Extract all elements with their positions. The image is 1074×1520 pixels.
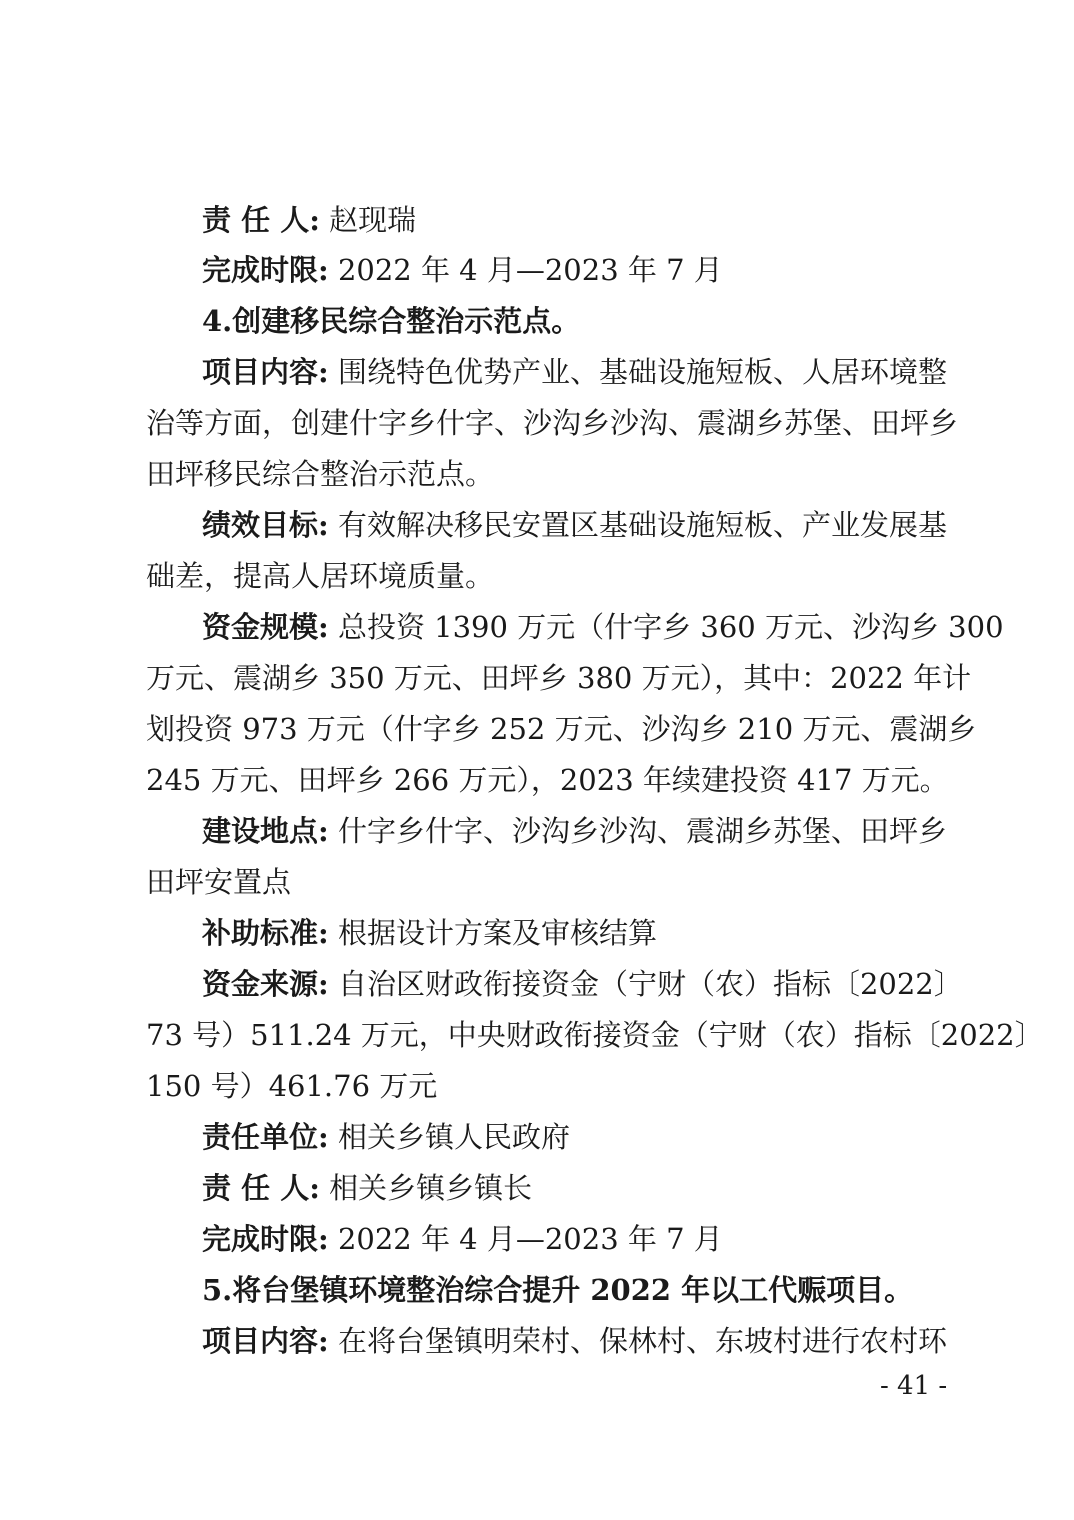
item4-content-line-1 [202, 352, 947, 392]
item5-content-label: 项目内容: [202, 1324, 329, 1358]
item4-person-label: 责 任 人: [202, 1171, 320, 1205]
item4-target-line-2: 础差，提高人居环境质量。 [146, 559, 495, 593]
item4-deadline-row [202, 1219, 723, 1259]
page-number: - 41 - [880, 1371, 948, 1401]
item4-location-line-1 [202, 811, 947, 851]
item4-funding-line-3: 划投资 973 万元（什字乡 252 万元、沙沟乡 210 万元、震湖乡 [146, 712, 977, 746]
item4-heading: 4.创建移民综合整治示范点。 [202, 304, 581, 338]
item4-target-line-1 [202, 505, 947, 545]
item4-funding-line-4: 245 万元、田坪乡 266 万元），2023 年续建投资 417 万元。 [146, 763, 949, 797]
deadline-label: 完成时限: [202, 253, 329, 287]
item5-heading: 5.将台堡镇环境整治综合提升 2022 年以工代赈项目。 [202, 1273, 914, 1307]
item4-funding-text: 总投资 1390 万元（什字乡 360 万元、沙沟乡 300 [337, 610, 1004, 644]
item4-deadline-text: 2022 年 4 月—2023 年 7 月 [337, 1222, 723, 1256]
item4-source-line-2: 73 号）511.24 万元，中央财政衔接资金（宁财（农）指标〔2022〕 [146, 1018, 1044, 1052]
item4-subsidy-row [202, 913, 657, 953]
item4-funding-line-1 [202, 607, 1004, 647]
item4-content-line-2: 治等方面，创建什字乡什字、沙沟乡沙沟、震湖乡苏堡、田坪乡 [146, 406, 959, 440]
item4-content-label: 项目内容: [202, 355, 329, 389]
item4-deadline-label: 完成时限: [202, 1222, 329, 1256]
item4-person-text: 相关乡镇乡镇长 [329, 1171, 533, 1205]
item4-source-text: 自治区财政衔接资金（宁财（农）指标〔2022〕 [337, 967, 963, 1001]
item4-content-text: 围绕特色优势产业、基础设施短板、人居环境整 [337, 355, 947, 389]
item4-subsidy-text: 根据设计方案及审核结算 [337, 916, 657, 950]
responsible-person-row [202, 200, 416, 240]
item4-subsidy-label: 补助标准: [202, 916, 329, 950]
item4-unit-text: 相关乡镇人民政府 [337, 1120, 570, 1154]
item4-funding-line-2: 万元、震湖乡 350 万元、田坪乡 380 万元），其中：2022 年计 [146, 661, 972, 695]
item4-location-line-2: 田坪安置点 [146, 865, 292, 899]
item5-content-line-1 [202, 1321, 947, 1361]
deadline-value: 2022 年 4 月—2023 年 7 月 [337, 253, 723, 287]
item4-funding-label: 资金规模: [202, 610, 329, 644]
item4-source-line-3: 150 号）461.76 万元 [146, 1069, 438, 1103]
item4-content-line-3: 田坪移民综合整治示范点。 [146, 457, 495, 491]
item4-person-row [202, 1168, 532, 1208]
item4-source-line-1 [202, 964, 963, 1004]
deadline-row [202, 250, 723, 290]
responsible-person-label: 责 任 人: [202, 203, 320, 237]
item4-unit-row [202, 1117, 570, 1157]
responsible-person-value: 赵现瑞 [329, 203, 417, 237]
item4-location-text: 什字乡什字、沙沟乡沙沟、震湖乡苏堡、田坪乡 [337, 814, 947, 848]
item4-target-label: 绩效目标: [202, 508, 329, 542]
item5-content-text: 在将台堡镇明荣村、保林村、东坡村进行农村环 [337, 1324, 947, 1358]
item4-unit-label: 责任单位: [202, 1120, 329, 1154]
item4-target-text: 有效解决移民安置区基础设施短板、产业发展基 [337, 508, 947, 542]
item4-source-label: 资金来源: [202, 967, 329, 1001]
item4-location-label: 建设地点: [202, 814, 329, 848]
